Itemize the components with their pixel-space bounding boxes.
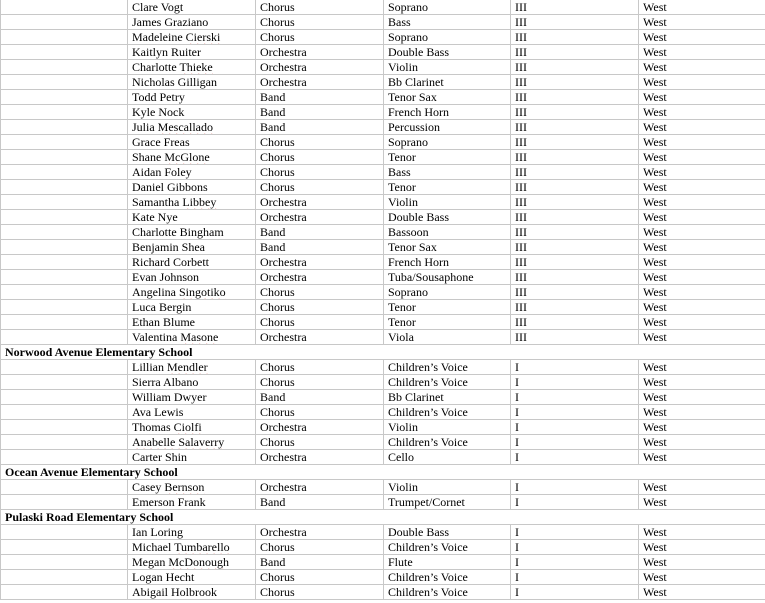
region-cell: West xyxy=(639,105,765,120)
indent-cell xyxy=(1,0,128,15)
part-cell: Tenor xyxy=(384,150,511,165)
level-cell: III xyxy=(511,135,639,150)
ensemble-cell: Orchestra xyxy=(256,75,384,90)
student-name: Ian Loring xyxy=(128,525,256,540)
level-cell: III xyxy=(511,195,639,210)
level-cell: III xyxy=(511,285,639,300)
indent-cell xyxy=(1,435,128,450)
ensemble-cell: Chorus xyxy=(256,435,384,450)
part-cell: French Horn xyxy=(384,255,511,270)
student-row xyxy=(1,285,765,300)
level-cell: I xyxy=(511,405,639,420)
student-name: Thomas Ciolfi xyxy=(128,420,256,435)
ensemble-cell: Orchestra xyxy=(256,210,384,225)
ensemble-cell: Chorus xyxy=(256,375,384,390)
student-row xyxy=(1,525,765,540)
part-cell: Double Bass xyxy=(384,45,511,60)
part-cell: Soprano xyxy=(384,0,511,15)
part-cell: Children’s Voice xyxy=(384,570,511,585)
indent-cell xyxy=(1,45,128,60)
part-cell: Tenor Sax xyxy=(384,90,511,105)
level-cell: III xyxy=(511,240,639,255)
ensemble-cell: Orchestra xyxy=(256,450,384,465)
student-name: Grace Freas xyxy=(128,135,256,150)
ensemble-cell: Chorus xyxy=(256,15,384,30)
school-heading-row xyxy=(1,510,765,525)
school-name: Ocean Avenue Elementary School xyxy=(1,465,765,480)
region-cell: West xyxy=(639,150,765,165)
student-name: Lillian Mendler xyxy=(128,360,256,375)
region-cell: West xyxy=(639,195,765,210)
part-cell: Violin xyxy=(384,195,511,210)
spelling-flag: Ciolfi xyxy=(173,420,202,434)
student-name: Emerson Frank xyxy=(128,495,256,510)
level-cell: III xyxy=(511,30,639,45)
indent-cell xyxy=(1,60,128,75)
student-name: Kaitlyn Ruiter xyxy=(128,45,256,60)
level-cell: I xyxy=(511,570,639,585)
student-row xyxy=(1,555,765,570)
student-row xyxy=(1,165,765,180)
student-row xyxy=(1,480,765,495)
ensemble-cell: Orchestra xyxy=(256,270,384,285)
indent-cell xyxy=(1,525,128,540)
region-cell: West xyxy=(639,330,765,345)
ensemble-cell: Chorus xyxy=(256,360,384,375)
indent-cell xyxy=(1,225,128,240)
level-cell: III xyxy=(511,150,639,165)
spelling-flag: Cierski xyxy=(185,30,221,44)
student-name: James Graziano xyxy=(128,15,256,30)
indent-cell xyxy=(1,285,128,300)
ensemble-cell: Orchestra xyxy=(256,195,384,210)
spelling-flag: Mescallado xyxy=(157,120,213,134)
student-row xyxy=(1,75,765,90)
level-cell: III xyxy=(511,0,639,15)
indent-cell xyxy=(1,165,128,180)
region-cell: West xyxy=(639,75,765,90)
student-row xyxy=(1,195,765,210)
student-row xyxy=(1,540,765,555)
region-cell: West xyxy=(639,240,765,255)
indent-cell xyxy=(1,480,128,495)
student-row xyxy=(1,150,765,165)
school-heading-row xyxy=(1,345,765,360)
student-name: Valentina Masone xyxy=(128,330,256,345)
school-heading-row xyxy=(1,465,765,480)
student-row xyxy=(1,0,765,15)
indent-cell xyxy=(1,315,128,330)
student-row xyxy=(1,105,765,120)
level-cell: III xyxy=(511,165,639,180)
ensemble-cell: Orchestra xyxy=(256,480,384,495)
region-cell: West xyxy=(639,300,765,315)
student-row xyxy=(1,375,765,390)
region-cell: West xyxy=(639,480,765,495)
part-cell: Double Bass xyxy=(384,210,511,225)
region-cell: West xyxy=(639,225,765,240)
part-cell: Children’s Voice xyxy=(384,375,511,390)
indent-cell xyxy=(1,150,128,165)
student-row xyxy=(1,15,765,30)
region-cell: West xyxy=(639,90,765,105)
region-cell: West xyxy=(639,555,765,570)
student-row xyxy=(1,60,765,75)
student-name: Clare Vogt xyxy=(128,0,256,15)
region-cell: West xyxy=(639,390,765,405)
indent-cell xyxy=(1,75,128,90)
ensemble-cell: Band xyxy=(256,390,384,405)
student-row xyxy=(1,390,765,405)
student-row xyxy=(1,135,765,150)
indent-cell xyxy=(1,540,128,555)
ensemble-cell: Chorus xyxy=(256,135,384,150)
region-cell: West xyxy=(639,570,765,585)
level-cell: I xyxy=(511,480,639,495)
student-name: Angelina Singotiko xyxy=(128,285,256,300)
ensemble-cell: Chorus xyxy=(256,0,384,15)
indent-cell xyxy=(1,210,128,225)
student-name: Evan Johnson xyxy=(128,270,256,285)
student-row xyxy=(1,180,765,195)
level-cell: III xyxy=(511,180,639,195)
roster-body xyxy=(1,0,765,600)
region-cell: West xyxy=(639,405,765,420)
region-cell: West xyxy=(639,210,765,225)
ensemble-cell: Orchestra xyxy=(256,420,384,435)
region-cell: West xyxy=(639,45,765,60)
indent-cell xyxy=(1,30,128,45)
spelling-flag: Bernson xyxy=(164,480,205,494)
student-row xyxy=(1,585,765,600)
ensemble-cell: Orchestra xyxy=(256,255,384,270)
indent-cell xyxy=(1,330,128,345)
student-row xyxy=(1,90,765,105)
ensemble-cell: Chorus xyxy=(256,540,384,555)
part-cell: Children’s Voice xyxy=(384,360,511,375)
region-cell: West xyxy=(639,120,765,135)
region-cell: West xyxy=(639,375,765,390)
ensemble-cell: Band xyxy=(256,495,384,510)
level-cell: III xyxy=(511,75,639,90)
level-cell: I xyxy=(511,525,639,540)
school-name: Pulaski Road Elementary School xyxy=(1,510,765,525)
part-cell: Tenor Sax xyxy=(384,240,511,255)
student-name: Abigail Holbrook xyxy=(128,585,256,600)
part-cell: Soprano xyxy=(384,285,511,300)
student-name: Nicholas Gilligan xyxy=(128,75,256,90)
part-cell: Children’s Voice xyxy=(384,540,511,555)
ensemble-cell: Chorus xyxy=(256,30,384,45)
indent-cell xyxy=(1,300,128,315)
level-cell: III xyxy=(511,120,639,135)
student-row xyxy=(1,450,765,465)
level-cell: III xyxy=(511,330,639,345)
indent-cell xyxy=(1,105,128,120)
ensemble-cell: Orchestra xyxy=(256,330,384,345)
student-name: Charlotte Thieke xyxy=(128,60,256,75)
part-cell: Bass xyxy=(384,165,511,180)
student-row xyxy=(1,360,765,375)
part-cell: Soprano xyxy=(384,135,511,150)
student-name: Ethan Blume xyxy=(128,315,256,330)
ensemble-cell: Chorus xyxy=(256,405,384,420)
part-cell: Flute xyxy=(384,555,511,570)
spelling-flag: McDonough xyxy=(168,555,229,569)
part-cell: Bb Clarinet xyxy=(384,390,511,405)
ensemble-cell: Orchestra xyxy=(256,45,384,60)
student-name: Megan McDonough xyxy=(128,555,256,570)
level-cell: III xyxy=(511,15,639,30)
ensemble-cell: Band xyxy=(256,90,384,105)
level-cell: I xyxy=(511,555,639,570)
region-cell: West xyxy=(639,15,765,30)
student-name: Casey Bernson xyxy=(128,480,256,495)
student-row xyxy=(1,570,765,585)
level-cell: I xyxy=(511,360,639,375)
part-cell: Cello xyxy=(384,450,511,465)
part-cell: Soprano xyxy=(384,30,511,45)
level-cell: I xyxy=(511,420,639,435)
region-cell: West xyxy=(639,30,765,45)
region-cell: West xyxy=(639,60,765,75)
ensemble-cell: Chorus xyxy=(256,315,384,330)
student-name: Sierra Albano xyxy=(128,375,256,390)
ensemble-cell: Orchestra xyxy=(256,525,384,540)
region-cell: West xyxy=(639,165,765,180)
level-cell: III xyxy=(511,270,639,285)
student-name: Shane McGlone xyxy=(128,150,256,165)
region-cell: West xyxy=(639,135,765,150)
region-cell: West xyxy=(639,0,765,15)
region-cell: West xyxy=(639,495,765,510)
level-cell: III xyxy=(511,315,639,330)
ensemble-cell: Orchestra xyxy=(256,60,384,75)
region-cell: West xyxy=(639,255,765,270)
student-name: Aidan Foley xyxy=(128,165,256,180)
part-cell: Double Bass xyxy=(384,525,511,540)
region-cell: West xyxy=(639,525,765,540)
student-name: Samantha Libbey xyxy=(128,195,256,210)
level-cell: I xyxy=(511,540,639,555)
part-cell: Violin xyxy=(384,420,511,435)
indent-cell xyxy=(1,15,128,30)
region-cell: West xyxy=(639,420,765,435)
level-cell: III xyxy=(511,300,639,315)
student-row xyxy=(1,255,765,270)
indent-cell xyxy=(1,195,128,210)
ensemble-cell: Chorus xyxy=(256,150,384,165)
indent-cell xyxy=(1,555,128,570)
indent-cell xyxy=(1,135,128,150)
ensemble-cell: Chorus xyxy=(256,585,384,600)
student-row xyxy=(1,315,765,330)
region-cell: West xyxy=(639,540,765,555)
part-cell: Bassoon xyxy=(384,225,511,240)
indent-cell xyxy=(1,405,128,420)
level-cell: III xyxy=(511,225,639,240)
indent-cell xyxy=(1,585,128,600)
level-cell: III xyxy=(511,45,639,60)
student-name: Richard Corbett xyxy=(128,255,256,270)
student-row xyxy=(1,240,765,255)
indent-cell xyxy=(1,270,128,285)
student-name: Logan Hecht xyxy=(128,570,256,585)
level-cell: I xyxy=(511,450,639,465)
indent-cell xyxy=(1,390,128,405)
student-name: Charlotte Bingham xyxy=(128,225,256,240)
student-row xyxy=(1,45,765,60)
ensemble-cell: Band xyxy=(256,225,384,240)
ensemble-cell: Chorus xyxy=(256,180,384,195)
region-cell: West xyxy=(639,585,765,600)
indent-cell xyxy=(1,240,128,255)
level-cell: III xyxy=(511,255,639,270)
part-cell: Violin xyxy=(384,480,511,495)
region-cell: West xyxy=(639,270,765,285)
region-cell: West xyxy=(639,180,765,195)
student-name: William Dwyer xyxy=(128,390,256,405)
spelling-flag: Tumbarello xyxy=(174,540,230,554)
school-name: Norwood Avenue Elementary School xyxy=(1,345,765,360)
region-cell: West xyxy=(639,285,765,300)
student-row xyxy=(1,420,765,435)
region-cell: West xyxy=(639,315,765,330)
student-row xyxy=(1,495,765,510)
indent-cell xyxy=(1,255,128,270)
ensemble-cell: Chorus xyxy=(256,285,384,300)
part-cell: Trumpet/Cornet xyxy=(384,495,511,510)
level-cell: III xyxy=(511,105,639,120)
level-cell: I xyxy=(511,585,639,600)
student-row xyxy=(1,300,765,315)
level-cell: III xyxy=(511,60,639,75)
student-name: Kate Nye xyxy=(128,210,256,225)
student-name: Carter Shin xyxy=(128,450,256,465)
student-name: Julia Mescallado xyxy=(128,120,256,135)
student-row xyxy=(1,30,765,45)
indent-cell xyxy=(1,375,128,390)
part-cell: Tenor xyxy=(384,300,511,315)
ensemble-cell: Chorus xyxy=(256,300,384,315)
part-cell: Children’s Voice xyxy=(384,405,511,420)
student-name: Benjamin Shea xyxy=(128,240,256,255)
ensemble-cell: Chorus xyxy=(256,165,384,180)
part-cell: Tuba/Sousaphone xyxy=(384,270,511,285)
student-row xyxy=(1,120,765,135)
part-cell: Bass xyxy=(384,15,511,30)
region-cell: West xyxy=(639,435,765,450)
level-cell: I xyxy=(511,435,639,450)
spelling-flag: Libbey xyxy=(182,195,217,209)
spelling-flag: Masone xyxy=(180,330,219,344)
student-row xyxy=(1,435,765,450)
spelling-flag: Mendler xyxy=(167,360,208,374)
level-cell: III xyxy=(511,90,639,105)
student-name: Luca Bergin xyxy=(128,300,256,315)
part-cell: Tenor xyxy=(384,180,511,195)
part-cell: Violin xyxy=(384,60,511,75)
student-row xyxy=(1,270,765,285)
ensemble-cell: Band xyxy=(256,555,384,570)
part-cell: Children’s Voice xyxy=(384,435,511,450)
indent-cell xyxy=(1,120,128,135)
level-cell: III xyxy=(511,210,639,225)
spelling-flag: Thieke xyxy=(179,60,213,74)
part-cell: Tenor xyxy=(384,315,511,330)
region-cell: West xyxy=(639,360,765,375)
indent-cell xyxy=(1,570,128,585)
student-name: Kyle Nock xyxy=(128,105,256,120)
student-name: Madeleine Cierski xyxy=(128,30,256,45)
student-row xyxy=(1,225,765,240)
part-cell: Children’s Voice xyxy=(384,585,511,600)
part-cell: Bb Clarinet xyxy=(384,75,511,90)
level-cell: I xyxy=(511,390,639,405)
indent-cell xyxy=(1,360,128,375)
student-name: Michael Tumbarello xyxy=(128,540,256,555)
part-cell: Viola xyxy=(384,330,511,345)
indent-cell xyxy=(1,450,128,465)
student-name xyxy=(128,435,256,450)
student-row xyxy=(1,405,765,420)
indent-cell xyxy=(1,495,128,510)
spelling-flag: Singotiko xyxy=(179,285,226,299)
student-name: Ava Lewis xyxy=(128,405,256,420)
level-cell: I xyxy=(511,495,639,510)
ensemble-cell: Band xyxy=(256,240,384,255)
ensemble-cell: Chorus xyxy=(256,570,384,585)
student-row xyxy=(1,210,765,225)
indent-cell xyxy=(1,180,128,195)
student-name: Todd Petry xyxy=(128,90,256,105)
level-cell: I xyxy=(511,375,639,390)
region-cell: West xyxy=(639,450,765,465)
part-cell: French Horn xyxy=(384,105,511,120)
ensemble-cell: Band xyxy=(256,120,384,135)
student-name: Daniel Gibbons xyxy=(128,180,256,195)
indent-cell xyxy=(1,90,128,105)
ensemble-cell: Band xyxy=(256,105,384,120)
spelling-flag: McGlone xyxy=(164,150,210,164)
spelling-flag: Anabelle Salaverry xyxy=(132,435,225,449)
part-cell: Percussion xyxy=(384,120,511,135)
student-row xyxy=(1,330,765,345)
indent-cell xyxy=(1,420,128,435)
